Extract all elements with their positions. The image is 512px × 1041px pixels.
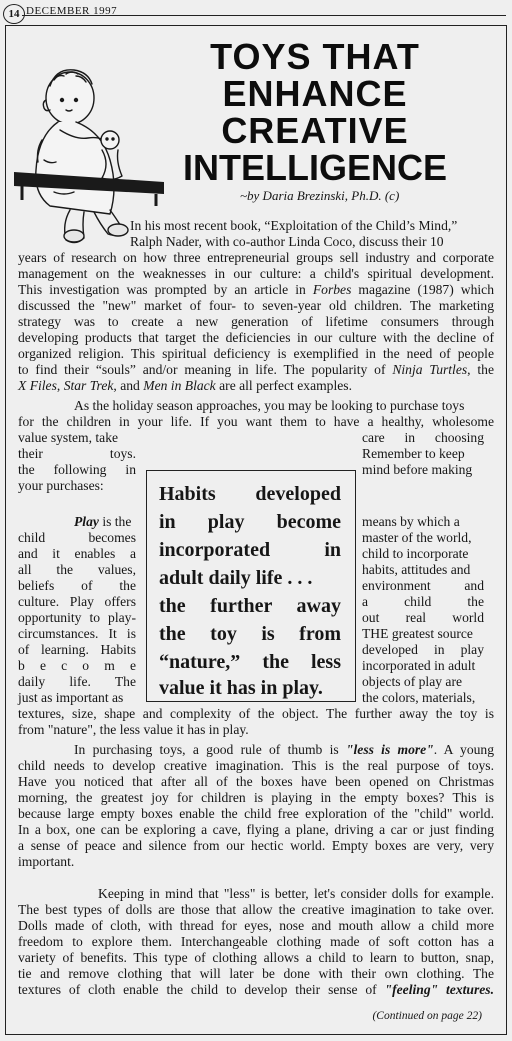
purchasing-line-8: important. — [18, 854, 75, 869]
intro-line-10: to find their “souls” and/or meaning in life. The popularity of Ninja Turtles, the — [18, 362, 494, 377]
play-right-2: master of the world, — [362, 530, 472, 545]
continued-notice: (Continued on page 22) — [372, 1010, 482, 1022]
title-line-1: TOYS THAT — [210, 36, 420, 77]
dolls-line-7: textures of cloth enable the child to develop their sense of "feeling" textures. — [18, 982, 494, 997]
play-right-8: THE greatest source — [362, 626, 473, 641]
holiday-left-4: your purchases: — [18, 478, 104, 493]
pull-quote-line-6: the toy is from — [159, 623, 341, 645]
intro-line-3: years of research on how three entrepreneurial groups sell industry and corporate — [18, 250, 494, 265]
play-left-1: Play is the — [74, 514, 132, 529]
pull-quote-line-8: value it has in play. — [159, 677, 323, 699]
play-right-7: out real world — [362, 610, 484, 625]
dolls-line-6: tie and remove clothing that will later be done with their own clothing. The — [18, 966, 494, 981]
play-right-4: habits, attitudes and — [362, 562, 471, 577]
play-left-7: opportunity to play- — [18, 610, 136, 625]
play-right-5: environment and — [362, 578, 484, 593]
pull-quote-line-4: adult daily life . . . — [159, 567, 313, 589]
dolls-line-5: variety of benefits. This type of clothing allows a child to learn to button, snap, — [18, 950, 494, 965]
byline: ~by Daria Brezinski, Ph.D. (c) — [240, 188, 400, 203]
issue-date: DECEMBER 1997 — [26, 5, 118, 17]
dolls-line-3: Dolls made of cloth, with thread for eyes, nose and mouth allow a child more — [18, 918, 494, 933]
holiday-right-3: mind before making — [362, 462, 473, 477]
play-left-12: just as important as — [18, 690, 124, 705]
page-number: 14 — [3, 4, 25, 24]
play-left-2: child becomes — [18, 530, 136, 545]
dolls-line-4: freedom to explore them. Interchangeable clothing made of soft cotton has a — [18, 934, 494, 949]
purchasing-line-7: a sense of peace and silence from our hectic world. Empty boxes are very, very — [18, 838, 494, 853]
play-right-11: objects of play are — [362, 674, 463, 689]
play-right-9: developed in play — [362, 642, 484, 657]
play-left-5: beliefs of the — [18, 578, 136, 593]
magazine-title: Forbes — [312, 282, 352, 297]
play-right-6: a child the — [362, 594, 484, 609]
intro-line-7: strategy was to create a new generation of lifetime consumers through — [18, 314, 494, 329]
play-right-1: means by which a — [362, 514, 460, 529]
pull-quote-line-7: “nature,” the less — [159, 651, 341, 673]
intro-line-11: X Files, Star Trek, and Men in Black are all perfect examples. — [18, 378, 352, 393]
header-rule — [22, 15, 506, 16]
play-left-8: circumstances. It is — [18, 626, 136, 641]
feeling-textures-phrase: "feeling" textures. — [384, 982, 494, 997]
purchasing-line-5: because large empty boxes enable the child free exploration of the "child" world. — [18, 806, 494, 821]
purchasing-line-6: In a box, one can be exploring a cave, flying a plane, driving a car or just finding — [18, 822, 494, 837]
intro-line-9: organized religion. This spiritual deficiency is exemplified in the need of people — [18, 346, 494, 361]
play-left-4: all the values, — [18, 562, 136, 577]
holiday-left-2: their toys. — [18, 446, 136, 461]
intro-line-8: developing products that target the deficiencies in our culture with the decline of — [18, 330, 494, 345]
play-left-3: and it enables a — [18, 546, 136, 561]
intro-line-1: In his most recent book, “Exploitation of the Child’s Mind,” — [130, 218, 458, 233]
holiday-right-1: care in choosing — [362, 430, 484, 445]
purchasing-line-2: child needs to develop creative imagination. This is the real purpose of toys. — [18, 758, 494, 773]
purchasing-line-1: In purchasing toys, a good rule of thumb is "less is more". A young — [74, 742, 495, 757]
play-left-6: culture. Play offers — [18, 594, 136, 609]
holiday-right-2: Remember to keep — [362, 446, 465, 461]
pull-quote-box — [146, 470, 356, 702]
title-line-3: CREATIVE — [221, 110, 409, 151]
article-title — [170, 38, 460, 186]
play-right-3: child to incorporate — [362, 546, 469, 561]
play-left-11: daily life. The — [18, 674, 136, 689]
less-is-more-phrase: "less is more" — [345, 742, 434, 757]
closing-play-line-1: textures, size, shape and complexity of the object. The further away the toy is — [18, 706, 494, 721]
closing-play-line-2: from "nature", the less value it has in play. — [18, 722, 249, 737]
dolls-line-2: The best types of dolls are those that allow the creative imagination to take over. — [18, 902, 494, 917]
play-left-10: b e c o m e — [18, 658, 136, 673]
title-line-2: ENHANCE — [222, 73, 408, 114]
intro-line-5: This investigation was prompted by an article in Forbes magazine (1987) which — [18, 282, 494, 297]
play-right-12: the colors, materials, — [362, 690, 476, 705]
holiday-left-3: the following in — [18, 462, 136, 477]
holiday-left-1: value system, take — [18, 430, 119, 445]
purchasing-line-4: morning, the greatest joy for children is playing in the empty boxes? This is — [18, 790, 494, 805]
pull-quote-line-2: in play become — [159, 511, 341, 533]
holiday-line-2: for the children in your life. If you want them to have a healthy, wholesome — [18, 414, 494, 429]
title-line-4: INTELLIGENCE — [182, 147, 447, 188]
play-left-9: of learning. Habits — [18, 642, 136, 657]
holiday-line-1: As the holiday season approaches, you may be looking to purchase toys — [74, 398, 465, 413]
pull-quote-line-3: incorporated in — [159, 539, 341, 561]
dolls-line-1: Keeping in mind that "less" is better, let's consider dolls for example. — [98, 886, 494, 901]
intro-line-4: management on the weaknesses in our culture: a child's spiritual development. — [18, 266, 494, 281]
pull-quote-line-5: the further away — [159, 595, 341, 617]
intro-line-2: Ralph Nader, with co-author Linda Coco, discuss their 10 — [130, 234, 444, 249]
play-right-10: incorporated in adult — [362, 658, 476, 673]
intro-line-6: discussed the "new" market of four- to seven-year old children. The marketing — [18, 298, 494, 313]
pull-quote-line-1: Habits developed — [159, 483, 341, 505]
purchasing-line-3: Have you noticed that after all of the boxes have been opened on Christmas — [18, 774, 494, 789]
